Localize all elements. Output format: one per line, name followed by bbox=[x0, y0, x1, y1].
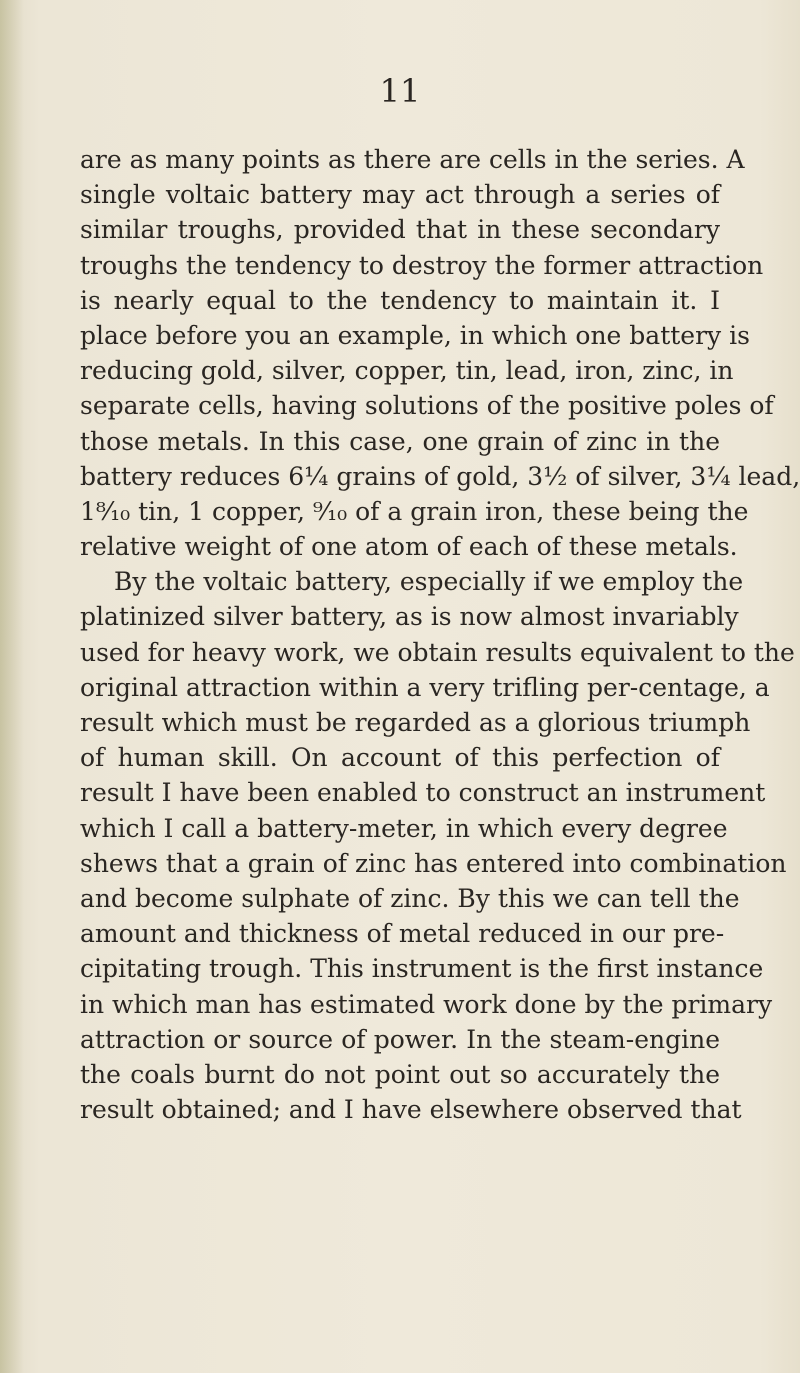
text-line: those metals. In this case, one grain of zinc in the bbox=[80, 426, 720, 456]
text-line: result I have been enabled to construct an instrument bbox=[80, 778, 766, 808]
text-line: platinized silver battery, as is now almost invariably bbox=[80, 602, 739, 632]
text-line: troughs the tendency to destroy the former attraction bbox=[80, 250, 764, 280]
text-line: and become sulphate of zinc. By this we can tell the bbox=[80, 883, 740, 913]
page-number: 11 bbox=[379, 72, 421, 110]
text-line: separate cells, having solutions of the positive poles of bbox=[80, 391, 774, 421]
text-line: original attraction within a very trifling per-centage, a bbox=[80, 672, 770, 702]
text-line: reducing gold, silver, copper, tin, lead, iron, zinc, in bbox=[80, 356, 734, 386]
text-line: are as many points as there are cells in the series. A bbox=[80, 145, 745, 174]
text-line: result which must be regarded as a glorious triumph bbox=[80, 708, 751, 737]
text-line: cipitating trough. This instrument is the first instance bbox=[80, 954, 764, 984]
text-line: which I call a battery-meter, in which every degree bbox=[80, 813, 728, 843]
text-line: in which man has estimated work done by the primary bbox=[80, 989, 773, 1019]
text-line: similar troughs, provided that in these secondary bbox=[80, 215, 720, 245]
text-line: used for heavy work, we obtain results equivalent to the bbox=[80, 637, 795, 667]
text-line: single voltaic battery may act through a series of bbox=[80, 180, 720, 210]
text-line: result obtained; and I have elsewhere observed that bbox=[80, 1095, 742, 1125]
text-line: By the voltaic battery, especially if we employ the bbox=[114, 567, 744, 597]
text-line: the coals burnt do not point out so accurately the bbox=[80, 1059, 720, 1089]
text-line: relative weight of one atom of each of these metals. bbox=[80, 532, 738, 562]
text-line: shews that a grain of zinc has entered into combination bbox=[80, 848, 787, 878]
text-line: of human skill. On account of this perfection of bbox=[80, 743, 720, 773]
text-line: amount and thickness of metal reduced in our pre- bbox=[80, 919, 725, 949]
body-text bbox=[80, 142, 800, 1127]
page-spine-shadow bbox=[0, 0, 24, 1373]
text-line: 1⁸⁄₁₀ tin, 1 copper, ⁹⁄₁₀ of a grain iron, these being the bbox=[80, 496, 749, 526]
text-line: is nearly equal to the tendency to maintain it. I bbox=[80, 285, 720, 315]
text-line: place before you an example, in which one battery is bbox=[80, 320, 750, 350]
text-line: attraction or source of power. In the steam-engine bbox=[80, 1024, 720, 1054]
text-line: battery reduces 6¼ grains of gold, 3½ of silver, 3¼ lead, bbox=[80, 461, 800, 491]
